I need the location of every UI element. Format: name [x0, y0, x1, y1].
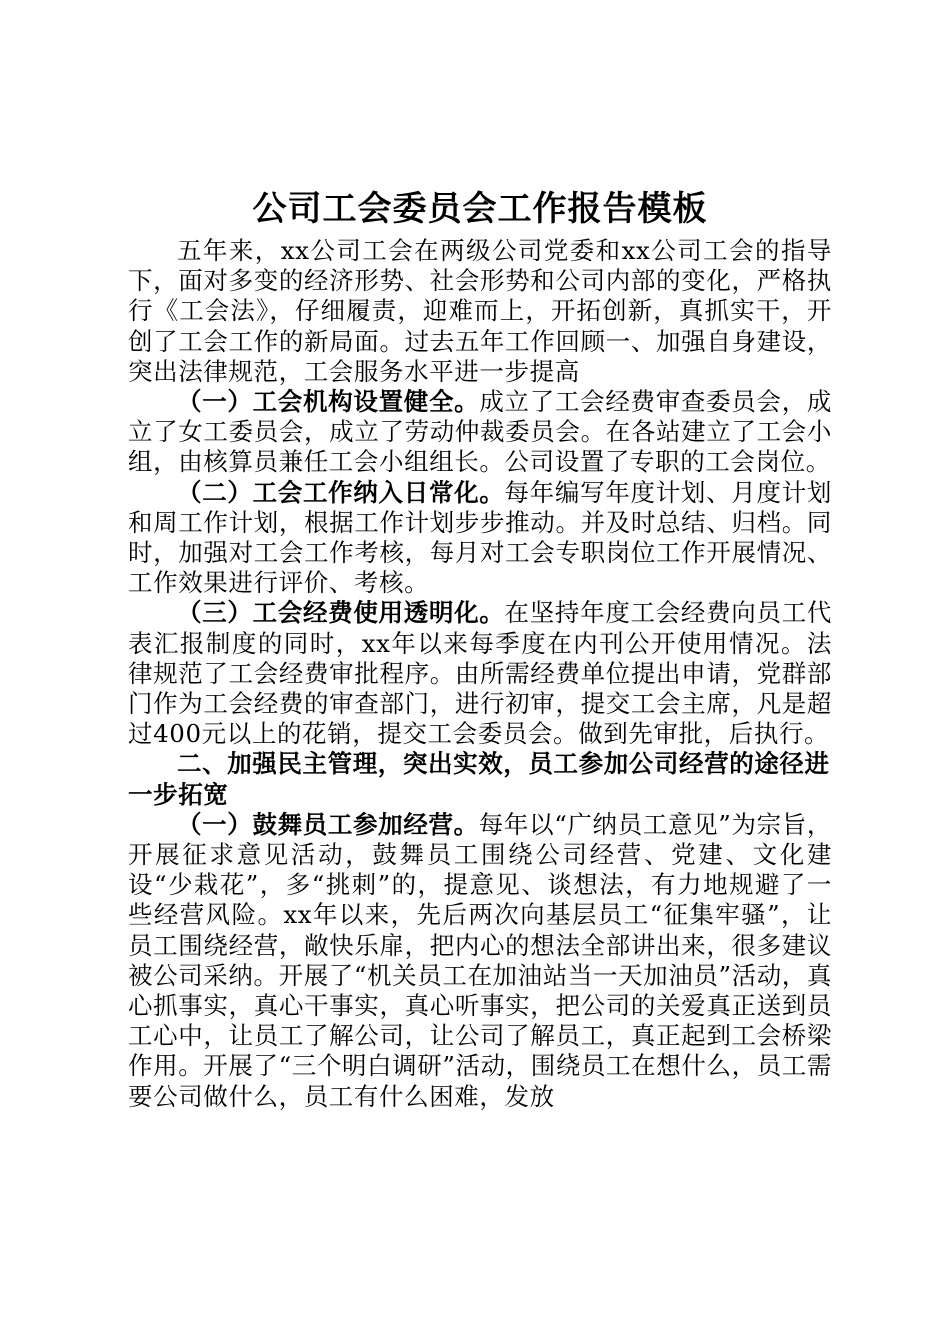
intro-paragraph: 五年来，xx公司工会在两级公司党委和xx公司工会的指导下，面对多变的经济形势、社会形势和公司内部的变化，严格执行《工会法》，仔细履责，迎难而上，开拓创新，真抓实干，开创了工会工作的新局面。过去五年工作回顾一、加强自身建设，突出法律规范，工会服务水平进一步提高 — [128, 236, 832, 386]
document-title: 公司工会委员会工作报告模板 — [252, 189, 708, 229]
section1-item1 — [128, 387, 832, 478]
section1-item3-text: 在坚持年度工会经费向员工代表汇报制度的同时，xx年以来每季度在内刊公开使用情况。法律规范了工会经费审批程序。由所需经费单位提出申请，党群部门作为工会经费的审查部门，进行初审，提交工会主席，凡是超过400元以上的花销，提交工会委员会。做到先审批，后执行。 — [128, 598, 832, 749]
section2-item1-lead: （一）鼓舞员工参加经营。 — [177, 809, 479, 839]
section1-item2-lead: （二）工会工作纳入日常化。 — [177, 477, 505, 507]
section1-item1-text: 成立了工会经费审查委员会，成立了女工委员会，成立了劳动仲裁委员会。在各站建立了工会小组，由核算员兼任工会小组组长。公司设置了专职的工会岗位。 — [128, 387, 833, 477]
section2-heading: 二、加强民主管理，突出实效，员工参加公司经营的途径进一步拓宽 — [128, 749, 830, 809]
section1-item2-text: 每年编写年度计划、月度计划和周工作计划，根据工作计划步步推动。并及时总结、归档。同时，加强对工会工作考核，每月对工会专职岗位工作开展情况、工作效果进行评价、考核。 — [128, 477, 832, 598]
section1-item2 — [128, 478, 832, 599]
document-page — [128, 186, 832, 1112]
section1-item1-lead: （一）工会机构设置健全。 — [177, 387, 480, 417]
section2-item1-text: 每年以“广纳员工意见”为宗旨，开展征求意见活动，鼓舞员工围绕公司经营、党建、文化建设“少栽花”，多“挑刺”的，提意见、谈想法，有力地规避了一些经营风险。xx年以来，先后两次向基层员工“征集牢骚”，让员工围绕经营，敞快乐扉，把内心的想法全部讲出来，很多建议被公司采纳。开展了“机关员工在加油站当一天加油员”活动，真心抓事实，真心干事实，真心听事实，把公司的关爱真正送到员工心中，让员工了解公司，让公司了解员工，真正起到工会桥梁作用。开展了“三个明白调研”活动，围绕员工在想什么，员工需要公司做什么，员工有什么困难，发放 — [128, 809, 832, 1111]
section2-item1 — [128, 810, 832, 1112]
section1-item3 — [128, 598, 832, 749]
section1-item3-lead: （三）工会经费使用透明化。 — [177, 598, 505, 628]
